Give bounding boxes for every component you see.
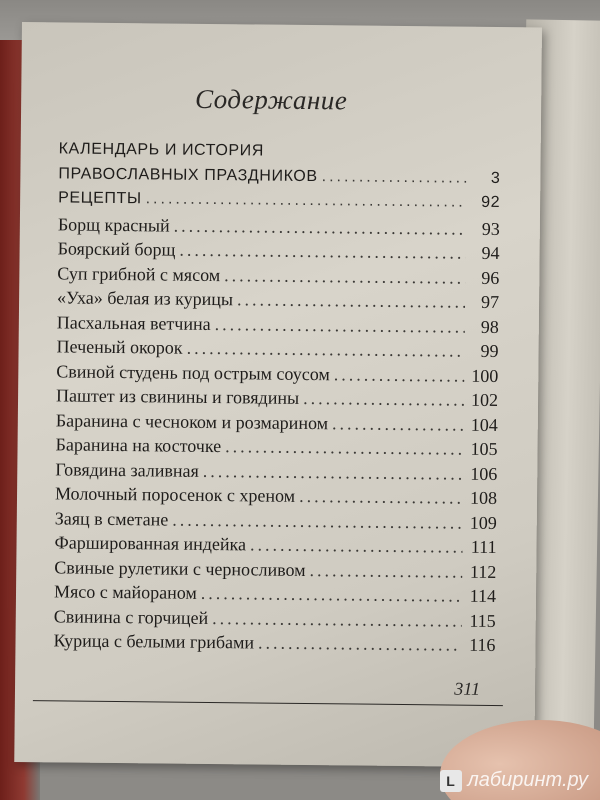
toc-dot-leader (303, 388, 464, 411)
toc-entry-title: Боярский борщ (57, 238, 176, 260)
toc-dot-leader (187, 338, 465, 362)
toc-entry-page: 92 (481, 193, 501, 212)
toc-dot-leader (212, 608, 462, 632)
toc-entry-title: Курица с белыми грибами (53, 630, 255, 653)
page-number: 311 (454, 678, 481, 699)
toc-entry-title: Паштет из свинины и говядины (55, 385, 300, 408)
toc-entry-title: Пасхальная ветчина (56, 311, 211, 334)
toc-entry-page: 106 (470, 463, 498, 484)
toc-entry-page: 102 (470, 389, 499, 411)
toc-dot-leader (250, 534, 463, 557)
toc-entry-title: «Уха» белая из курицы (57, 287, 234, 310)
toc-entry-title: ПРАВОСЛАВНЫХ ПРАЗДНИКОВ (58, 164, 318, 185)
toc-entry-page: 97 (480, 291, 500, 313)
toc-dot-leader (224, 265, 465, 289)
toc-entry-title: КАЛЕНДАРЬ И ИСТОРИЯ (58, 140, 265, 160)
toc-dot-leader (203, 460, 464, 484)
toc-dot-leader (172, 509, 463, 533)
toc-entry-page: 3 (490, 169, 501, 187)
book-page (14, 22, 542, 767)
toc-dot-leader (215, 314, 465, 338)
toc-entry-title: Молочный поросенок с хреном (54, 483, 296, 506)
toc-entry-page: 94 (481, 242, 500, 264)
toc-dot-leader (322, 168, 467, 188)
toc-dot-leader (174, 215, 466, 239)
toc-entry-title: Баранина на косточке (55, 434, 222, 457)
toc-entry-title: Заяц в сметане (54, 507, 169, 530)
toc-entry-title: Говядина заливная (55, 458, 199, 481)
toc-dot-leader (299, 486, 463, 509)
toc-entry-title: Баранина с чесноком и розмарином (55, 409, 329, 433)
toc-entry-title: Суп грибной с мясом (57, 262, 221, 285)
toc-entry-page: 105 (470, 438, 498, 460)
toc-entry-page: 109 (469, 512, 497, 533)
toc-dot-leader (258, 633, 462, 656)
toc-entry-page: 116 (469, 634, 496, 655)
toc-entry-title: РЕЦЕПТЫ (58, 189, 142, 208)
footer-rule (33, 700, 503, 706)
toc-dot-leader (146, 190, 467, 211)
toc-entry-title: Свинина с горчицей (53, 605, 209, 628)
toc-dot-leader (334, 364, 465, 386)
toc-entry-page: 98 (480, 316, 499, 337)
toc-entry-title: Печеный окорок (56, 336, 183, 358)
toc-entry-page: 108 (469, 487, 498, 509)
toc-entry-page: 114 (469, 585, 497, 606)
toc-entry-title: Фаршированная индейка (54, 532, 247, 555)
toc-entry-title: Свиной студень под острым соусом (56, 360, 330, 384)
toc-dot-leader (237, 289, 465, 312)
toc-entry-page: 112 (469, 561, 497, 582)
toc-dot-leader (225, 436, 464, 459)
toc-entry-page: 115 (469, 610, 496, 631)
toc-dot-leader (309, 560, 462, 583)
toc-entry-page: 99 (480, 340, 499, 362)
toc-entry-page: 93 (481, 218, 500, 239)
watermark-text: лабиринт.ру (467, 769, 588, 791)
toc-entry-page: 96 (481, 267, 500, 288)
watermark (440, 769, 588, 792)
toc-entry-title: Борщ красный (57, 213, 170, 236)
toc-entry-page: 104 (470, 414, 498, 435)
toc-entry-title: Свиные рулетики с черносливом (54, 556, 306, 580)
toc-entry-page: 111 (470, 536, 497, 557)
toc-entry (53, 630, 495, 659)
toc-list (53, 140, 500, 659)
toc-dot-leader (332, 413, 464, 435)
toc-entry-title: Мясо с майораном (53, 581, 197, 603)
toc-dot-leader (179, 240, 465, 264)
toc-entry-page: 100 (471, 365, 499, 386)
toc-dot-leader (201, 583, 462, 607)
toc-heading: Содержание (194, 83, 348, 116)
labirint-logo-icon: L (440, 770, 462, 792)
